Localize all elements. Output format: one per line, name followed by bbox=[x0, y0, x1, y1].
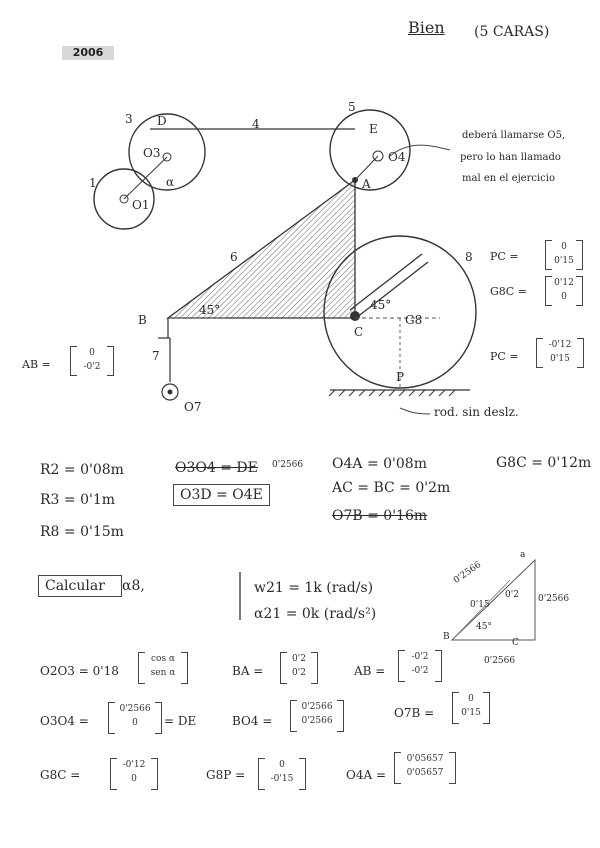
data-O3D: O3D = O4E bbox=[173, 484, 270, 506]
label-D: D bbox=[157, 114, 167, 128]
grade-label: Bien bbox=[408, 18, 445, 37]
data-AC: AC = BC = 0'2m bbox=[332, 480, 451, 496]
vec-BO4: 0'2566 0'2566 bbox=[290, 700, 344, 732]
triangle-link bbox=[168, 180, 355, 318]
task-w21: w21 = 1k (rad/s) bbox=[254, 580, 374, 596]
label-n1: 1 bbox=[89, 176, 97, 190]
label-angle45b: 45° bbox=[370, 298, 392, 312]
calc-box: Calcular bbox=[38, 575, 122, 597]
data-G8C: G8C = 0'12m bbox=[496, 455, 592, 471]
sketch-diag: 0'2 bbox=[505, 590, 519, 600]
label-B: B bbox=[138, 313, 147, 327]
vec-O2O3: cos α sen α bbox=[138, 652, 188, 684]
label-G8: G8 bbox=[405, 313, 423, 327]
label-O7: O7 bbox=[184, 400, 202, 414]
data-R2: R2 = 0'08m bbox=[40, 462, 124, 478]
vec-PC-label: PC = bbox=[490, 250, 519, 263]
data-O3O4: O3O4 = DE bbox=[175, 460, 258, 476]
vec-BA: 0'2 0'2 bbox=[280, 652, 318, 684]
vec-O2O3-label: O2O3 = 0'18 bbox=[40, 664, 119, 678]
label-angle45a: 45° bbox=[199, 303, 221, 317]
vec-AB2: -0'2 -0'2 bbox=[398, 650, 442, 682]
pages-label: (5 CARAS) bbox=[474, 24, 550, 40]
label-O1: O1 bbox=[132, 198, 150, 212]
vec-O7B-label: O7B = bbox=[394, 706, 435, 720]
vec-G8P: 0 -0'15 bbox=[258, 758, 306, 790]
vec-G8P-label: G8P = bbox=[206, 768, 246, 782]
note-line3: mal en el ejercicio bbox=[462, 173, 555, 184]
sketch-bottom: 0'2566 bbox=[484, 656, 516, 666]
vec-BO4-label: BO4 = bbox=[232, 714, 273, 728]
note-line1: deberá llamarse O5, bbox=[462, 130, 566, 141]
label-E: E bbox=[369, 122, 378, 136]
sketch-C: C bbox=[512, 638, 519, 648]
vec-AB: 0 -0'2 bbox=[70, 346, 114, 376]
data-O4A: O4A = 0'08m bbox=[332, 456, 427, 472]
data-R3: R3 = 0'1m bbox=[40, 492, 116, 508]
vec-O3O4: 0'2566 0 bbox=[108, 702, 162, 734]
label-n5: 5 bbox=[348, 100, 356, 114]
vec-PC: 0 0'15 bbox=[545, 240, 583, 270]
vec-O4A: 0'05657 0'05657 bbox=[394, 752, 456, 784]
label-rolling: rod. sin deslz. bbox=[434, 405, 519, 419]
label-P: P bbox=[396, 370, 405, 384]
label-n3: 3 bbox=[125, 112, 133, 126]
sketch-a: a bbox=[520, 550, 526, 560]
vec-AB2-label: AB = bbox=[354, 664, 386, 678]
vec-AB-label: AB = bbox=[22, 358, 51, 371]
vec-BA-label: BA = bbox=[232, 664, 264, 678]
label-A: A bbox=[362, 177, 371, 191]
label-n7: 7 bbox=[152, 349, 160, 363]
data-O7B: O7B = 0'16m bbox=[332, 508, 428, 524]
vec-G8C-label: G8C = bbox=[490, 285, 527, 298]
vec-PC2: -0'12 0'15 bbox=[536, 338, 584, 368]
sketch-side: 0'2566 bbox=[538, 594, 570, 604]
vec-O3O4-label: O3O4 = bbox=[40, 714, 89, 728]
vec-O3O4-eq: = DE bbox=[164, 714, 197, 728]
label-C: C bbox=[354, 325, 364, 339]
sketch-B: B bbox=[443, 632, 450, 642]
task-a21: α21 = 0k (rad/s²) bbox=[254, 606, 377, 622]
year-tag: 2006 bbox=[62, 46, 114, 60]
label-n4: 4 bbox=[252, 117, 260, 131]
vec-G8C2-label: G8C = bbox=[40, 768, 81, 782]
label-alpha: α bbox=[166, 175, 175, 189]
vec-G8C2: -0'12 0 bbox=[110, 758, 158, 790]
note-line2: pero lo han llamado bbox=[460, 152, 561, 163]
vec-O4A-label: O4A = bbox=[346, 768, 387, 782]
label-n6: 6 bbox=[230, 250, 238, 264]
data-R8: R8 = 0'15m bbox=[40, 524, 124, 540]
data-O3O4-val: 0'2566 bbox=[272, 460, 304, 470]
sketch-top: 0'2566 bbox=[451, 559, 484, 587]
label-O3: O3 bbox=[143, 146, 161, 160]
vec-O7B: 0 0'15 bbox=[452, 692, 490, 724]
vec-PC2-label: PC = bbox=[490, 350, 519, 363]
vec-G8C: 0'12 0 bbox=[545, 276, 583, 306]
calc-target: α8, bbox=[122, 578, 145, 594]
sketch-ang: 45° bbox=[476, 622, 492, 632]
label-O4: O4 bbox=[388, 150, 406, 164]
sketch-left: 0'15 bbox=[470, 600, 490, 610]
label-n8: 8 bbox=[465, 250, 473, 264]
